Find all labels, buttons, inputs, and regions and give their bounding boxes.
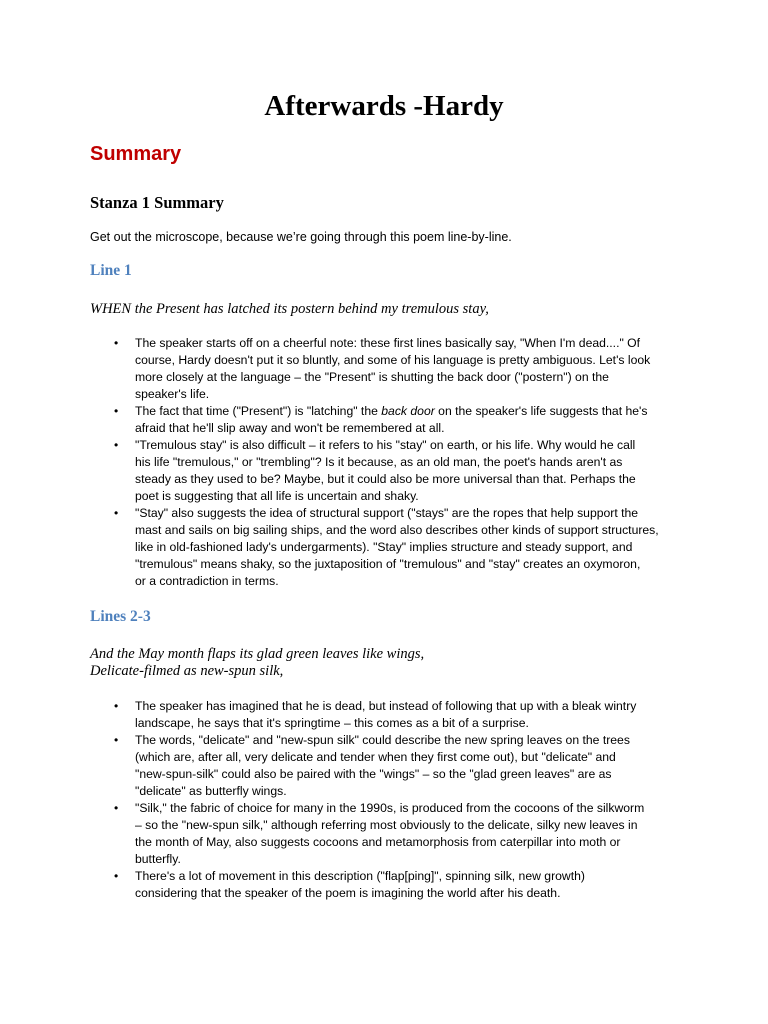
list-item: • The speaker has imagined that he is dead, but instead of following that up with a bleak wintry landscape, he says that it's springtime – this comes as a bit of a surprise. — [114, 699, 637, 730]
bullet-icon: • — [114, 733, 119, 747]
emphasis-back-door: back door — [381, 404, 435, 418]
list-item: • The fact that time ("Present") is "latching" the back door on the speaker's life suggests that he's afraid that he'll slip away and won't be remembered at all. — [114, 404, 648, 435]
bullet-icon: • — [114, 438, 119, 452]
list-item: • There's a lot of movement in this description ("flap[ping]", spinning silk, new growth) considering that the speaker of the poem is imagining the world after his death. — [114, 869, 585, 900]
bullet-icon: • — [114, 869, 119, 883]
list-item: • "Tremulous stay" is also difficult – it refers to his "stay" on earth, or his life. Why would he call his life "tremulous," or "trembling"? Is it because, as an old man, the poet's hands aren't as steady as they used to be? Maybe, but it could also be more universal than that. Perhaps the poet is suggesting that all life is uncertain and shaky. — [114, 438, 636, 503]
section-heading-summary: Summary — [90, 143, 182, 165]
lines-2-3-heading: Lines 2-3 — [90, 608, 151, 625]
intro-paragraph: Get out the microscope, because we’re going through this poem line-by-line. — [90, 230, 512, 244]
document-title: Afterwards -Hardy — [264, 90, 504, 122]
line-1-heading: Line 1 — [90, 262, 132, 279]
bullet-icon: • — [114, 801, 119, 815]
stanza-heading: Stanza 1 Summary — [90, 193, 224, 212]
bullet-icon: • — [114, 506, 119, 520]
lines-2-3-quote: And the May month flaps its glad green leaves like wings, Delicate-filmed as new-spun silk, — [90, 646, 425, 679]
lines-2-3-bullet-list — [114, 698, 680, 902]
bullet-icon: • — [114, 699, 119, 713]
bullet-icon: • — [114, 404, 119, 418]
line-1-bullet-list — [114, 335, 680, 590]
line-1-quote: WHEN the Present has latched its postern behind my tremulous stay, — [90, 301, 489, 317]
list-item: • "Silk," the fabric of choice for many in the 1990s, is produced from the cocoons of the silkworm – so the "new-spun silk," although referring most obviously to the delicate, silky new leaves in the month of May, also suggests cocoons and metamorphosis from caterpillar into moth or butterfly. — [114, 801, 645, 866]
bullet-icon: • — [114, 336, 119, 350]
list-item: • The speaker starts off on a cheerful note: these first lines basically say, "When I'm dead...." Of course, Hardy doesn't put it so bluntly, and some of his language is pretty ambiguous. Let's look more closely at the language – the "Present" is shutting the back door ("postern") on the speaker's life. — [114, 336, 651, 401]
list-item: • The words, "delicate" and "new-spun silk" could describe the new spring leaves on the trees (which are, after all, very delicate and tender when they first come out), but "delicate" and "new-spun-silk" could also be paired with the "wings" – so the "glad green leaves" are as "delicate" as butterfly wings. — [114, 733, 630, 798]
list-item: • "Stay" also suggests the idea of structural support ("stays" are the ropes that help support the mast and sails on big sailing ships, and the word also describes other kinds of support structures, like in old-fashioned lady's undergarments). "Stay" implies structure and steady support, and "tremulous" means shaky, so the juxtaposition of "tremulous" and "stay" creates an oxymoron, or a contradiction in terms. — [114, 506, 659, 588]
